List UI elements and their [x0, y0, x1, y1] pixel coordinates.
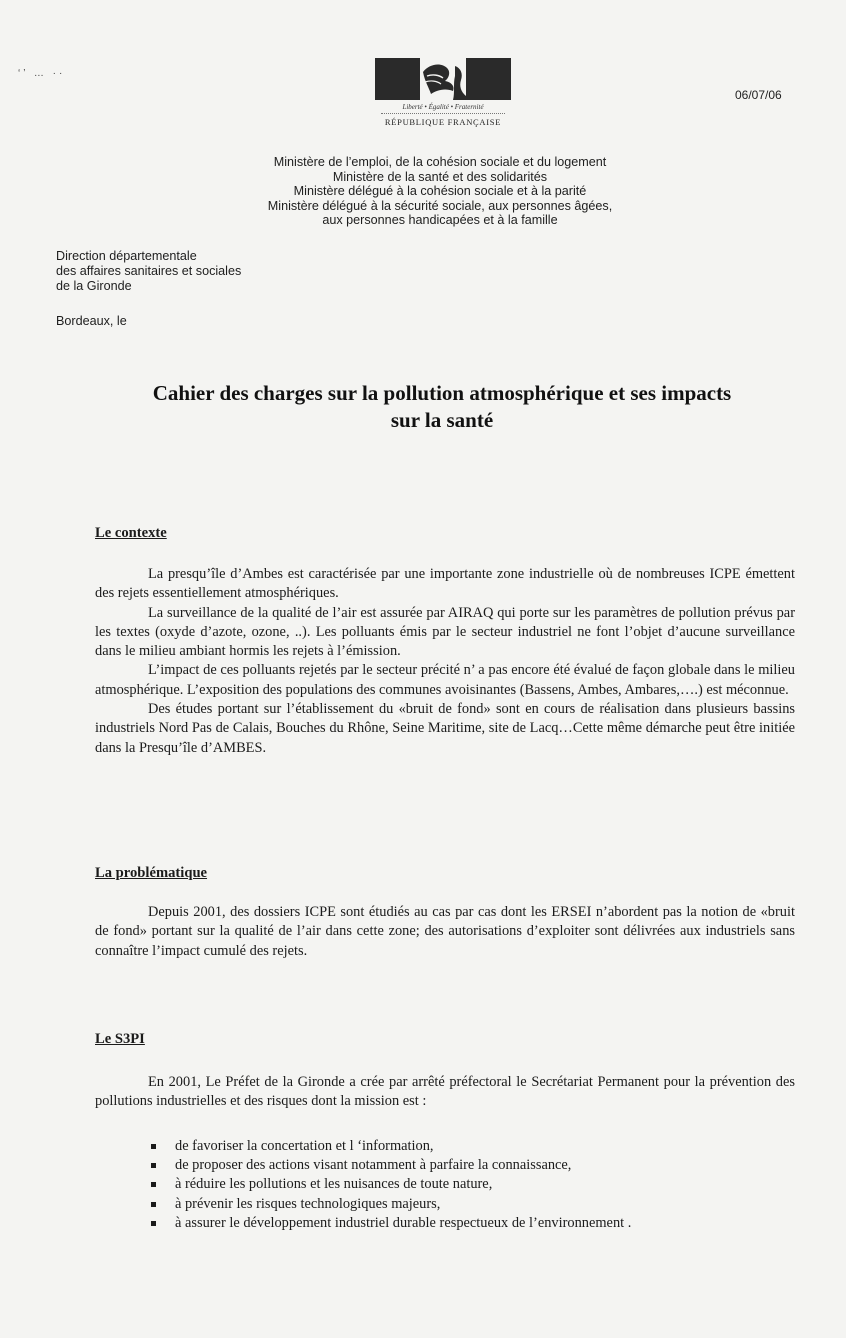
list-item: [150, 1214, 810, 1233]
logo-name: RÉPUBLIQUE FRANÇAISE: [384, 117, 502, 127]
section-heading-s3pi: [95, 1030, 795, 1049]
bullet-square-icon: [151, 1202, 156, 1207]
list-item: [150, 1137, 810, 1156]
list-item-text: de proposer des actions visant notamment à parfaire la connaissance,: [175, 1157, 572, 1174]
ministry-line: Ministère délégué à la sécurité sociale, aux personnes âgées,: [267, 198, 613, 213]
list-item: [150, 1175, 810, 1194]
title-line: Cahier des charges sur la pollution atmosphérique et ses impacts: [152, 381, 732, 405]
paragraph: En 2001, Le Préfet de la Gironde a crée par arrêté préfectoral le Secrétariat Permanent pour la prévention des pollutions industrielles et des risques dont la mission est :: [95, 1074, 795, 1110]
paragraph: Des études portant sur l’établissement du «bruit de fond» sont en cours de réalisation dans plusieurs bassins industriels Nord Pas de Calais, Bouches du Rhône, Seine Maritime, site de Lacq…Cette même démarche peut être initiée dans la Presqu’île d’AMBES.: [95, 701, 795, 756]
bullet-square-icon: [151, 1144, 156, 1149]
department-line: des affaires sanitaires et sociales: [56, 264, 242, 278]
section-body-problematique: [95, 903, 795, 961]
section-heading-problematique: [95, 864, 795, 883]
paragraph: L’impact de ces polluants rejetés par le secteur précité n’ a pas encore été évalué de façon globale dans le milieu atmosphérique. L’exposition des populations des communes avoisinantes (Bassens, Ambes, Ambares,….) est méconnue.: [95, 662, 795, 698]
list-item-text: à prévenir les risques technologiques majeurs,: [175, 1195, 441, 1212]
department-line: Direction départementale: [56, 249, 197, 263]
list-item-text: à réduire les pollutions et les nuisances de toute nature,: [175, 1176, 493, 1193]
list-item-text: de favoriser la concertation et l ‘information,: [175, 1138, 434, 1154]
logo-motto: Liberté • Égalité • Fraternité: [402, 103, 484, 111]
heading-text: Le contexte: [95, 525, 167, 541]
document-title: [60, 380, 824, 434]
logo-divider: [381, 113, 505, 114]
list-item-text: à assurer le développement industriel durable respectueux de l’environnement .: [175, 1214, 632, 1231]
bullet-square-icon: [151, 1182, 156, 1187]
ministries-block: [200, 155, 680, 228]
paragraph: Depuis 2001, des dossiers ICPE sont étudiés au cas par cas dont les ERSEI n’abordent pas la notion de «bruit de fond» portant sur la qualité de l’air dans cette zone; des autorisations d’exploiter sont délivrées aux industriels sans connaître l’impact cumulé des rejets.: [95, 904, 795, 959]
section-body-contexte: [95, 565, 795, 758]
bullet-square-icon: [151, 1221, 156, 1226]
marianne-logo-icon: [375, 58, 511, 100]
republic-logo: [368, 58, 518, 127]
department-line: de la Gironde: [56, 279, 132, 293]
document-date: 06/07/06: [735, 88, 782, 102]
paragraph: La surveillance de la qualité de l’air est assurée par AIRAQ qui porte sur les paramètres de pollution prévus par les textes (oxyde d’azote, ozone, ..). Les polluants émis par le secteur industriel ne font l’objet d’aucune surveillance dans le milieu ambiant hormis les rejets à l’émission.: [95, 604, 795, 660]
mission-list: [150, 1137, 810, 1233]
ministry-line: Ministère de la santé et des solidarités: [332, 169, 548, 184]
section-body-s3pi: [95, 1073, 795, 1112]
bullet-square-icon: [151, 1163, 156, 1168]
list-item: [150, 1156, 810, 1175]
department-block: [56, 249, 241, 294]
title-line: sur la santé: [390, 408, 494, 432]
scan-mark: ‘’ … ··: [18, 68, 66, 79]
list-item: [150, 1195, 810, 1214]
paragraph: La presqu’île d’Ambes est caractérisée par une importante zone industrielle où de nombreuses ICPE émettent des rejets essentiellement atmosphériques.: [95, 566, 795, 602]
ministry-line: Ministère délégué à la cohésion sociale et à la parité: [293, 184, 587, 199]
ministry-line: aux personnes handicapées et à la famille: [322, 213, 558, 228]
heading-text: Le S3PI: [95, 1031, 145, 1047]
place-line: Bordeaux, le: [56, 314, 127, 328]
heading-text: La problématique: [95, 865, 208, 881]
ministry-line: Ministère de l’emploi, de la cohésion sociale et du logement: [273, 155, 607, 169]
section-heading-contexte: [95, 524, 795, 543]
